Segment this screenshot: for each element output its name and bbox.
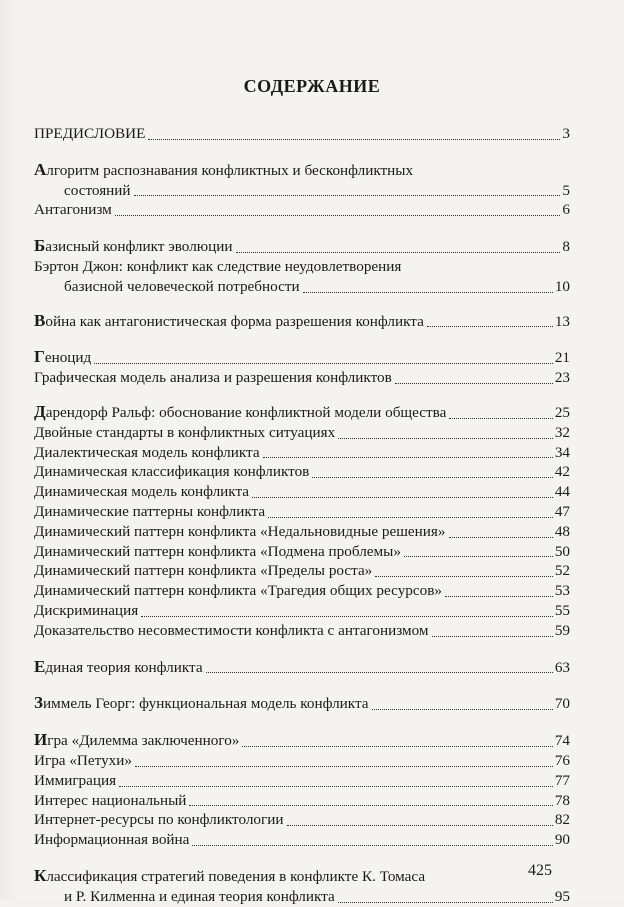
toc-entry-page: 76 xyxy=(554,751,570,769)
drop-letter: Г xyxy=(34,347,45,367)
toc-entry-page: 55 xyxy=(554,601,570,619)
toc-entry xyxy=(34,693,570,714)
dot-leader xyxy=(119,786,553,787)
dot-leader xyxy=(338,438,553,439)
toc-entry-page: 95 xyxy=(554,887,570,905)
toc-entry xyxy=(34,581,570,601)
toc-entry-text: Диалектическая модель конфликта xyxy=(34,443,260,461)
toc-entry-text: ПРЕДИСЛОВИЕ xyxy=(34,125,146,142)
toc-entry-text: лгоритм распознавания конфликтных и бесконфликтных xyxy=(46,161,414,179)
toc-entry-page: 63 xyxy=(554,658,570,676)
toc-entry-text: Двойные стандарты в конфликтных ситуациях xyxy=(34,423,336,441)
dot-leader xyxy=(192,845,552,846)
toc-entry-page: 5 xyxy=(562,181,570,199)
toc-entry-continuation xyxy=(34,887,570,907)
toc-entry-line xyxy=(34,160,570,181)
toc-entry-page: 77 xyxy=(554,771,570,789)
toc-entry-page: 21 xyxy=(554,349,570,367)
dot-leader xyxy=(206,672,553,673)
dot-leader xyxy=(148,139,560,140)
toc-entry-page: 10 xyxy=(554,277,570,295)
toc-entry-text: базисной человеческой потребности xyxy=(64,277,300,295)
dot-leader xyxy=(134,195,561,196)
toc-entry-line xyxy=(34,866,570,887)
toc-entry-page: 42 xyxy=(554,463,570,481)
toc-entry-text: Иммиграция xyxy=(34,771,117,789)
toc-entry-text: Геноцид xyxy=(34,347,92,367)
dot-leader xyxy=(312,477,552,478)
toc-entry-text: Интерес национальный xyxy=(34,791,187,809)
toc-entry xyxy=(34,200,570,220)
dot-leader xyxy=(338,902,553,903)
drop-letter: В xyxy=(34,310,46,330)
toc-entry xyxy=(34,830,570,850)
toc-entry xyxy=(34,368,570,388)
toc-entry-page: 52 xyxy=(554,562,570,580)
dot-leader xyxy=(449,418,552,419)
dot-leader xyxy=(242,746,552,747)
toc-entry-text: Базисный конфликт эволюции xyxy=(34,236,233,256)
dot-leader xyxy=(252,497,553,498)
toc-entry-page: 34 xyxy=(554,443,570,461)
drop-letter: Б xyxy=(34,236,46,256)
toc-entry-page: 32 xyxy=(554,423,570,441)
toc-entry-page: 74 xyxy=(554,732,570,750)
dot-leader xyxy=(115,215,561,216)
page-title: СОДЕРЖАНИЕ xyxy=(243,76,381,96)
toc-entry xyxy=(34,751,570,771)
toc-entry xyxy=(34,423,570,443)
toc-entry xyxy=(34,621,570,641)
toc-entry-text: Антагонизм xyxy=(34,201,112,219)
page-number: 425 xyxy=(528,862,552,879)
drop-letter: З xyxy=(34,693,43,713)
dot-leader xyxy=(375,576,553,577)
toc-entry xyxy=(34,601,570,621)
toc-entry xyxy=(34,657,570,678)
toc-entry-page: 48 xyxy=(554,522,570,540)
toc-entry xyxy=(34,347,570,368)
toc-entry xyxy=(34,561,570,581)
dot-leader xyxy=(189,805,552,806)
toc-entry-text: Динамические паттерны конфликта xyxy=(34,502,266,520)
dot-leader xyxy=(372,709,553,710)
dot-leader xyxy=(236,252,561,253)
toc-entry-text: Бэртон Джон: конфликт как следствие неудовлетворения xyxy=(34,257,402,275)
toc-entry-continuation xyxy=(34,277,570,297)
drop-letter: И xyxy=(34,730,48,750)
toc-entry-text: Война как антагонистическая форма разрешения конфликта xyxy=(34,310,424,330)
toc-entry-text: Игра «Петухи» xyxy=(34,751,132,769)
dot-leader xyxy=(268,517,553,518)
drop-letter: К xyxy=(34,865,47,885)
toc-entry xyxy=(34,443,570,463)
dot-leader xyxy=(432,636,553,637)
dot-leader xyxy=(404,556,553,557)
toc-entry xyxy=(34,522,570,542)
drop-letter: А xyxy=(34,159,47,179)
toc-entry-text: Дискриминация xyxy=(34,601,139,619)
dot-leader xyxy=(141,616,553,617)
toc-entry-page: 6 xyxy=(562,201,570,219)
toc-entry-text: Игра «Дилемма заключенного» xyxy=(34,730,240,750)
toc-entry-page: 25 xyxy=(554,403,570,421)
toc-entry xyxy=(34,236,570,257)
toc-entry xyxy=(34,771,570,791)
toc-entry-page: 53 xyxy=(554,582,570,600)
toc-entry-text: Динамический паттерн конфликта «Трагедия общих ресурсов» xyxy=(34,582,442,600)
toc-entry xyxy=(34,730,570,751)
toc-entry xyxy=(34,791,570,811)
toc-entry-page: 78 xyxy=(554,791,570,809)
toc-entry-text: Информационная война xyxy=(34,831,190,849)
dot-leader xyxy=(303,292,553,293)
toc-entry-text: Динамическая классификация конфликтов xyxy=(34,463,310,481)
toc-entry-preface xyxy=(34,124,570,144)
toc-entry xyxy=(34,462,570,482)
toc-entry xyxy=(34,402,570,423)
table-of-contents xyxy=(34,124,570,907)
dot-leader xyxy=(445,596,553,597)
toc-entry xyxy=(34,311,570,332)
toc-entry-text: Интернет-ресурсы по конфликтологии xyxy=(34,811,284,829)
toc-entry-text: Динамический паттерн конфликта «Пределы роста» xyxy=(34,562,373,580)
toc-entry xyxy=(34,502,570,522)
toc-entry-text: Доказательство несовместимости конфликта с антагонизмом xyxy=(34,621,429,639)
toc-entry-page: 90 xyxy=(554,831,570,849)
toc-entry-text: Динамический паттерн конфликта «Недальновидные решения» xyxy=(34,522,446,540)
drop-letter: Д xyxy=(34,401,46,421)
toc-entry-text: и Р. Килменна и единая теория конфликта xyxy=(64,887,335,905)
toc-entry-text: Классификация стратегий поведения в конфликте К. Томаса xyxy=(34,865,426,885)
toc-entry-page: 47 xyxy=(554,502,570,520)
dot-leader xyxy=(395,383,553,384)
toc-entry-text: Единая теория конфликта xyxy=(34,656,203,676)
dot-leader xyxy=(94,363,553,364)
toc-entry-page: 23 xyxy=(554,369,570,387)
toc-entry xyxy=(34,810,570,830)
toc-entry-text: Зиммель Георг: функциональная модель конфликта xyxy=(34,693,369,713)
dot-leader xyxy=(263,457,553,458)
toc-entry-page: 70 xyxy=(554,695,570,713)
toc-entry-line xyxy=(34,257,570,277)
toc-entry-text: состояний xyxy=(64,181,131,199)
dot-leader xyxy=(427,326,553,327)
toc-entry-page: 82 xyxy=(554,811,570,829)
toc-entry-page: 50 xyxy=(554,542,570,560)
toc-entry-page: 44 xyxy=(554,483,570,501)
dot-leader xyxy=(287,825,553,826)
drop-letter: Е xyxy=(34,656,46,676)
toc-entry-text: Графическая модель анализа и разрешения конфликтов xyxy=(34,369,392,387)
toc-entry-text: Динамический паттерн конфликта «Подмена проблемы» xyxy=(34,542,401,560)
toc-entry xyxy=(34,482,570,502)
toc-entry-text: Динамическая модель конфликта xyxy=(34,483,250,501)
toc-entry-page: 3 xyxy=(562,125,570,142)
toc-entry-text: Дарендорф Ральф: обоснование конфликтной модели общества xyxy=(34,401,447,421)
toc-entry xyxy=(34,542,570,562)
toc-entry-page: 13 xyxy=(554,312,570,330)
toc-entry-continuation xyxy=(34,181,570,201)
dot-leader xyxy=(449,537,553,538)
toc-entry-page: 8 xyxy=(562,238,570,256)
toc-entry-page: 59 xyxy=(554,621,570,639)
dot-leader xyxy=(135,766,553,767)
